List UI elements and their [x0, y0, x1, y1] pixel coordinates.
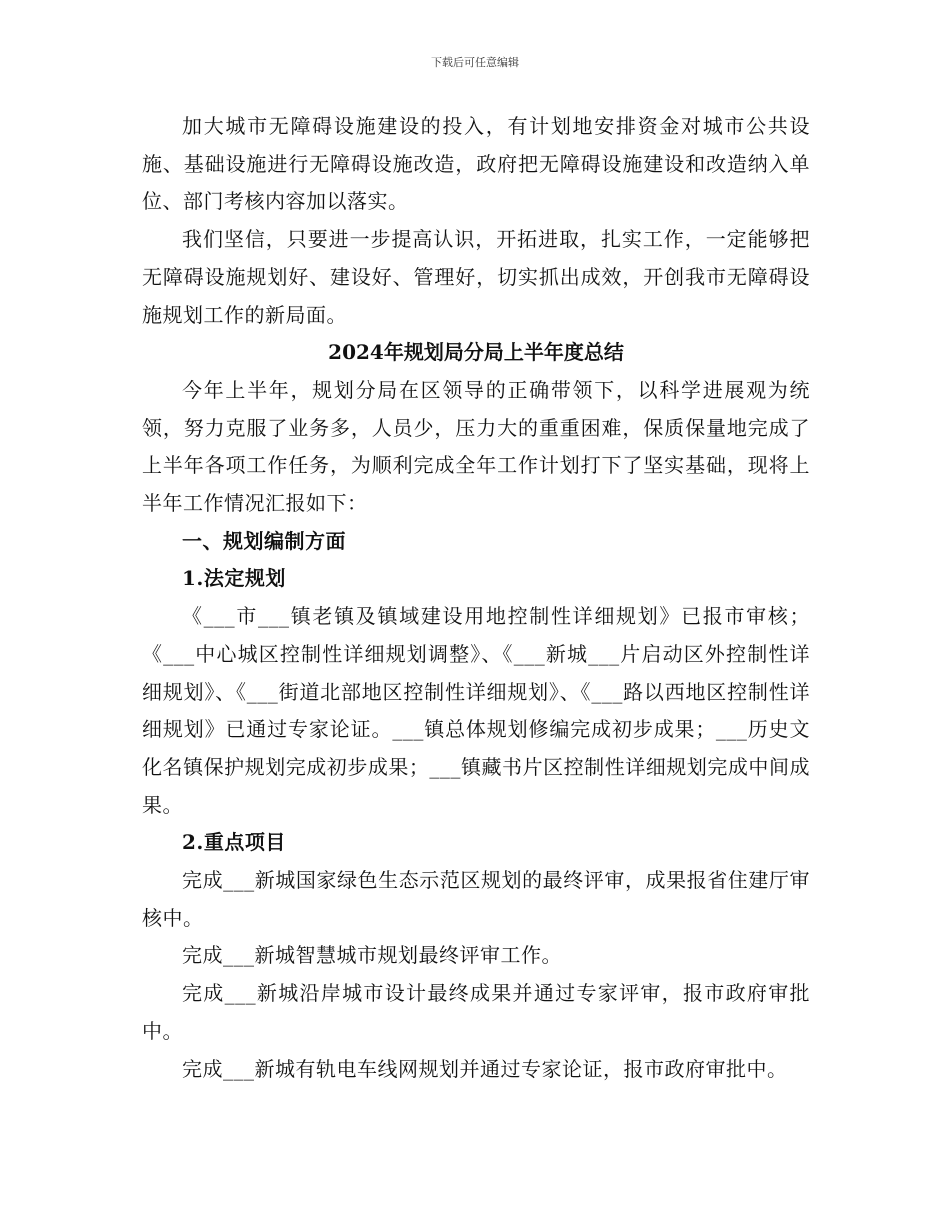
paragraph-intro: 今年上半年，规划分局在区领导的正确带领下，以科学进展观为统领，努力克服了业务多，人员少，压力大的重重困难，保质保量地完成了上半年各项工作任务，为顺利完成全年工作计划打下了坚实基础，现将上半年工作情况汇报如下： — [142, 377, 810, 516]
paragraph-project-smart-city: 完成___新城智慧城市规划最终评审工作。 — [182, 943, 562, 968]
paragraph-statutory-planning: 《___市___镇老镇及镇域建设用地控制性详细规划》已报市审核；《___中心城区控制性详细规划调整》、《___新城___片启动区外控制性详细规划》、《___街道北部地区控制性详细规划》、《___路以西地区控制性详细规划》已通过专家论证。___镇总体规划修编完成初步成果；___历史文化名镇保护规划完成初步成果；___镇藏书片区控制性详细规划完成中间成果。 — [142, 604, 810, 817]
paragraph-investment: 加大城市无障碍设施建设的投入，有计划地安排资金对城市公共设施、基础设施进行无障碍设施改造，政府把无障碍设施建设和改造纳入单位、部门考核内容加以落实。 — [142, 114, 810, 214]
page-header-note: 下载后可任意编辑 — [431, 56, 519, 69]
section-heading-planning: 一、规划编制方面 — [182, 528, 346, 553]
subheading-statutory-planning: 1.法定规划 — [182, 566, 286, 591]
paragraph-project-tram: 完成___新城有轨电车线网规划并通过专家论证，报市政府审批中。 — [182, 1056, 788, 1081]
paragraph-project-ecological: 完成___新城国家绿色生态示范区规划的最终评审，成果报省住建厅审核中。 — [142, 868, 810, 930]
document-body — [142, 108, 810, 1088]
subheading-key-projects: 2.重点项目 — [182, 830, 286, 855]
paragraph-project-waterfront: 完成___新城沿岸城市设计最终成果并通过专家评审，报市政府审批中。 — [142, 981, 810, 1043]
document-title: 2024年规划局分局上半年度总结 — [328, 340, 624, 365]
paragraph-conviction: 我们坚信，只要进一步提高认识，开拓进取，扎实工作，一定能够把无障碍设施规划好、建设好、管理好，切实抓出成效，开创我市无障碍设施规划工作的新局面。 — [142, 227, 810, 327]
